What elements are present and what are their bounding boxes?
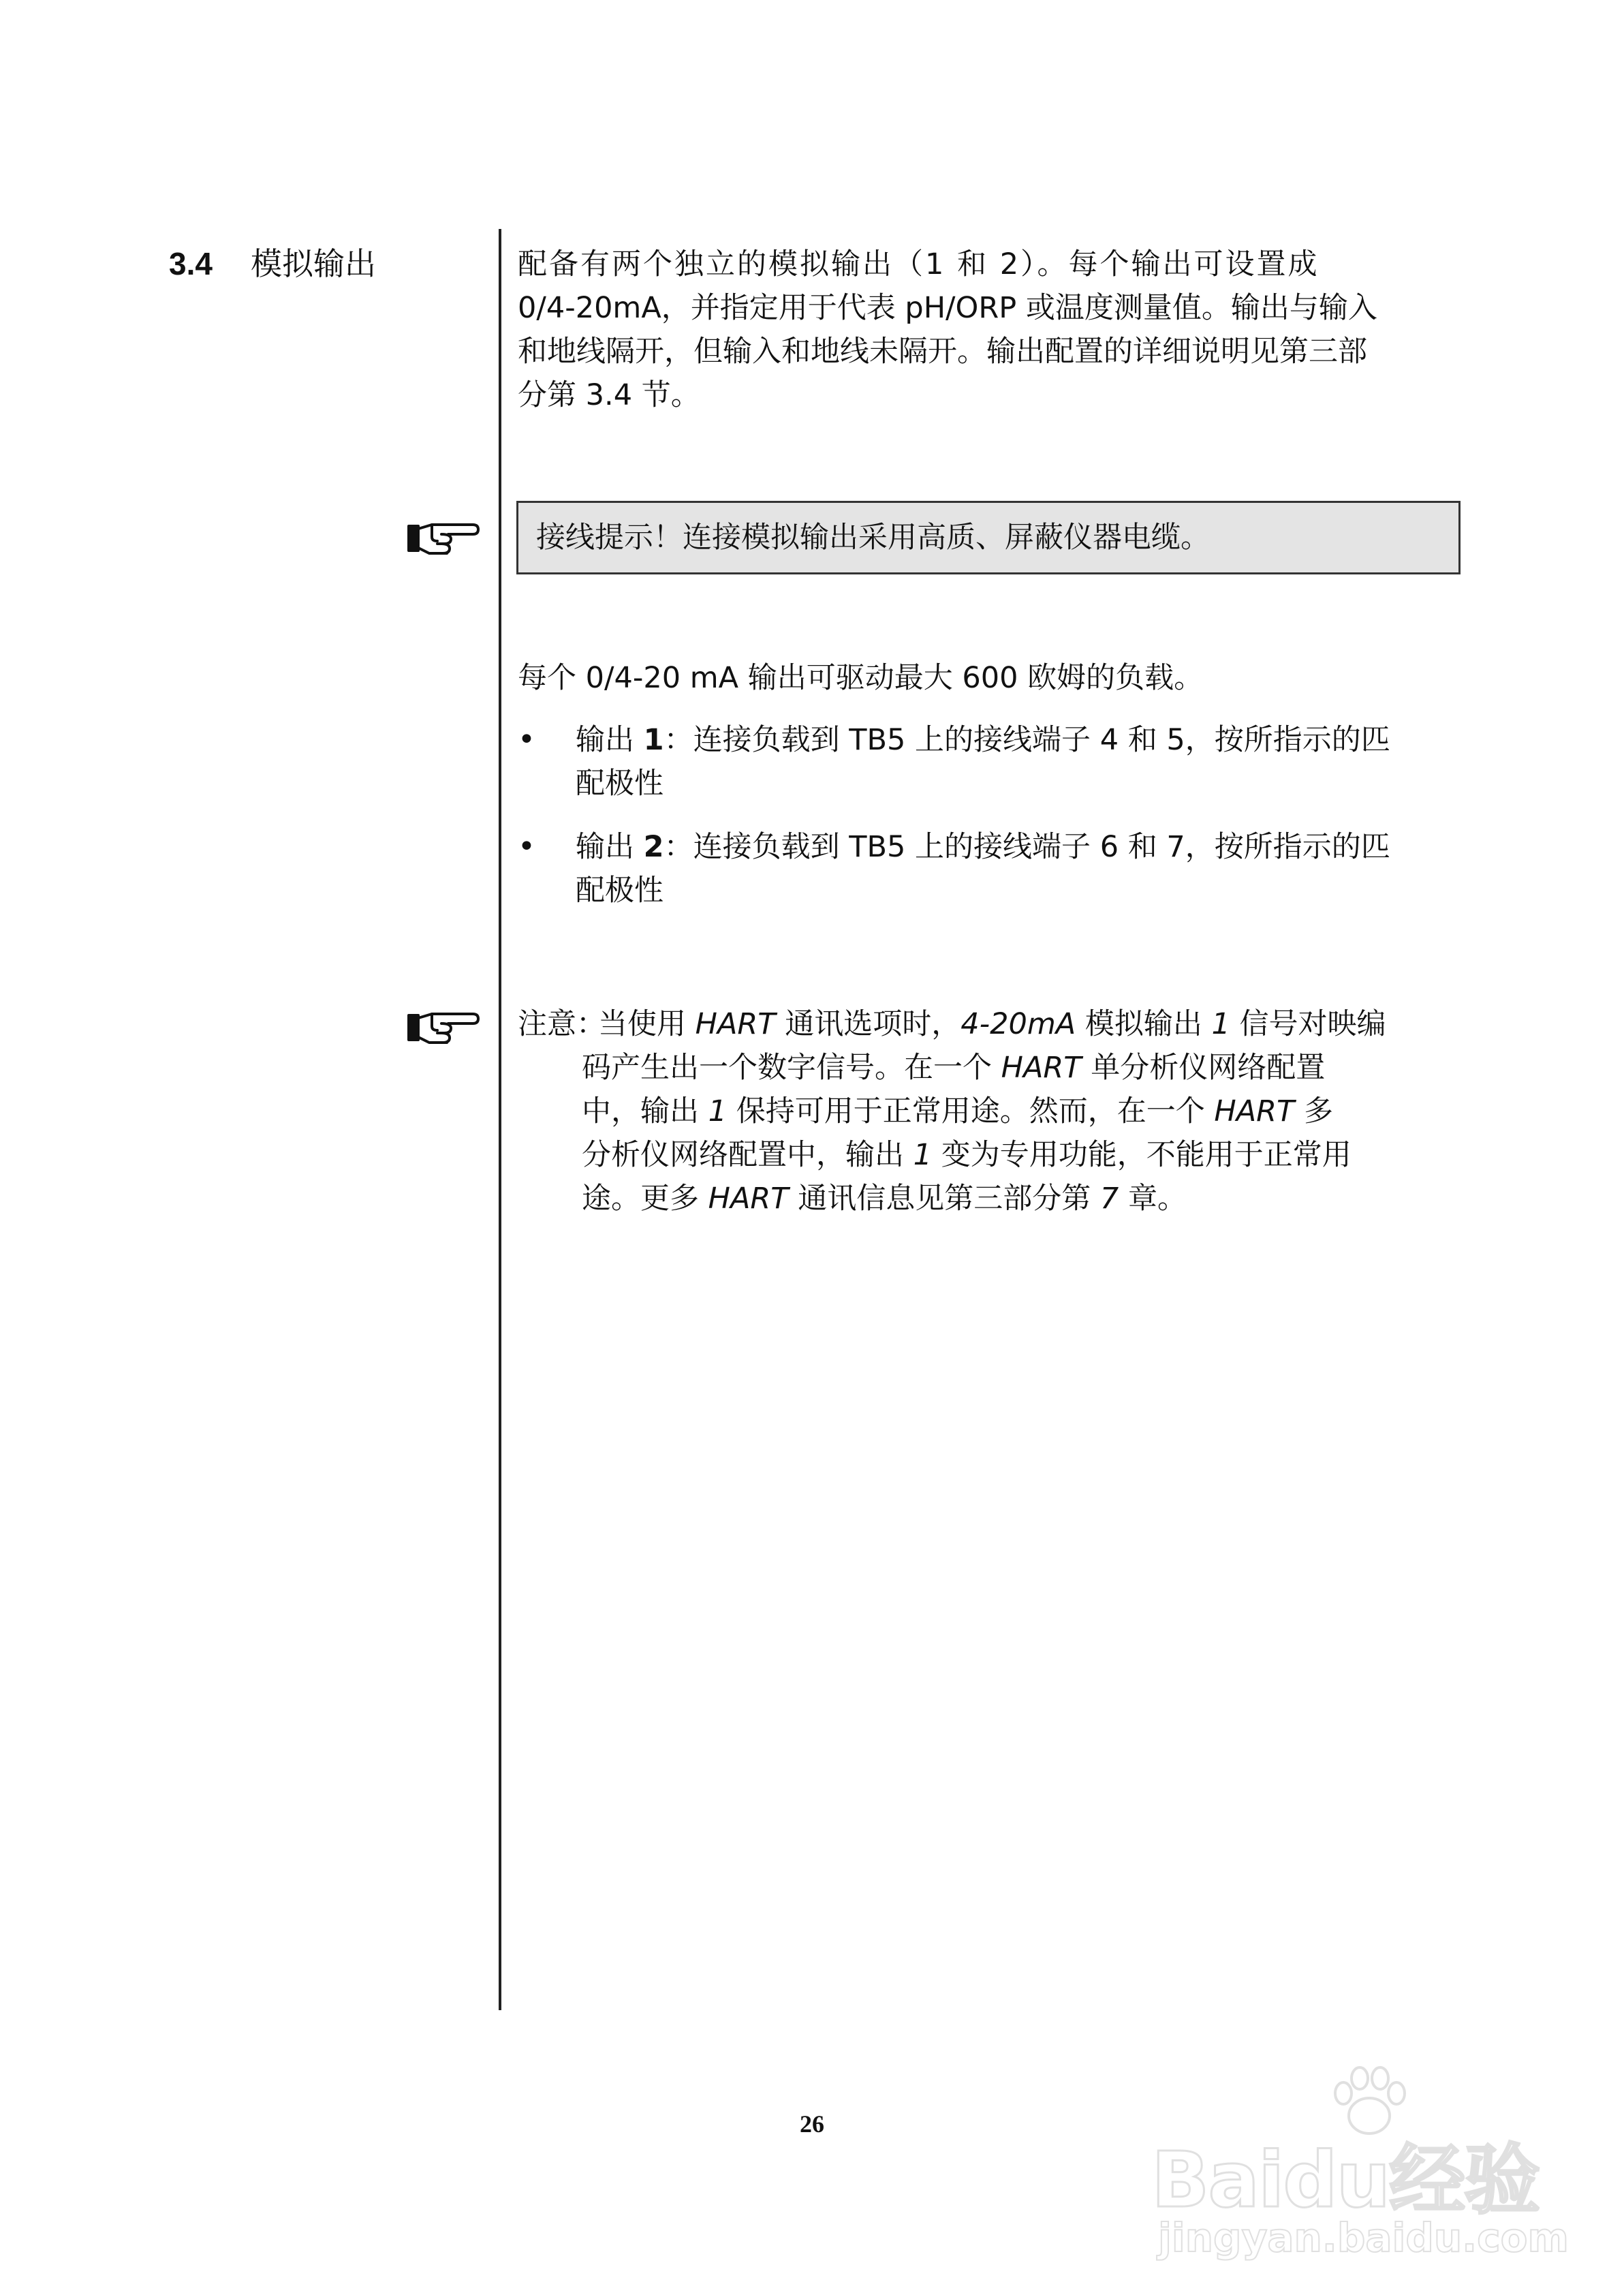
- wiring-tip-text: 接线提示！连接模拟输出采用高质、屏蔽仪器电缆。: [536, 521, 1210, 555]
- output-label-prefix: 输出: [576, 723, 644, 757]
- note-line: 中，输出 1 保持可用于正常用途。然而，在一个 HART 多: [582, 1094, 1333, 1128]
- output-label-number: 2: [643, 830, 664, 864]
- output-line: ：连接负载到 TB5 上的接线端子 4 和 5，按所指示的匹: [663, 723, 1390, 757]
- column-divider: [499, 229, 501, 2010]
- note-line: 分析仪网络配置中，输出 1 变为专用功能，不能用于正常用: [582, 1138, 1352, 1172]
- section-title: 模拟输出: [251, 245, 376, 282]
- pointing-hand-icon: [406, 1006, 481, 1048]
- output-2-item: [576, 825, 1466, 912]
- output-line: ：连接负载到 TB5 上的接线端子 6 和 7，按所指示的匹: [663, 830, 1390, 864]
- note-line: 当使用 HART 通讯选项时，4-20mA 模拟输出 1 信号对映编: [598, 1007, 1386, 1041]
- bullet-marker: •: [518, 722, 535, 757]
- section-number: 3.4: [169, 246, 213, 281]
- wiring-tip-box: [516, 501, 1461, 574]
- page-number: 26: [800, 2110, 824, 2138]
- pointing-hand-icon: [406, 517, 481, 559]
- bullet-marker: •: [518, 829, 535, 864]
- output-line: 配极性: [576, 874, 663, 908]
- output-label-number: 1: [643, 723, 664, 757]
- note-text: [582, 1002, 1466, 1220]
- watermark-logo: Baidu经验: [1151, 2136, 1540, 2225]
- intro-line: 0/4-20mA，并指定用于代表 pH/ORP 或温度测量值。输出与输入: [518, 291, 1377, 325]
- load-paragraph: [518, 656, 1466, 700]
- load-text: 每个 0/4-20 mA 输出可驱动最大 600 欧姆的负载。: [518, 661, 1204, 695]
- note-line: 码产生出一个数字信号。在一个 HART 单分析仪网络配置: [582, 1051, 1326, 1085]
- output-label-prefix: 输出: [576, 830, 644, 864]
- note-line: 途。更多 HART 通讯信息见第三部分第 7 章。: [582, 1182, 1187, 1216]
- intro-line: 分第 3.4 节。: [518, 378, 700, 412]
- note-label: 注意：: [518, 1007, 606, 1041]
- intro-line: 配备有两个独立的模拟输出（1 和 2）。每个输出可设置成: [518, 247, 1320, 281]
- watermark: [1151, 2065, 1574, 2269]
- intro-paragraph: [518, 243, 1466, 417]
- output-1-item: [576, 718, 1466, 805]
- watermark-url: jingyan.baidu.com: [1158, 2215, 1569, 2261]
- output-line: 配极性: [576, 767, 663, 801]
- intro-line: 和地线隔开，但输入和地线未隔开。输出配置的详细说明见第三部: [518, 335, 1367, 369]
